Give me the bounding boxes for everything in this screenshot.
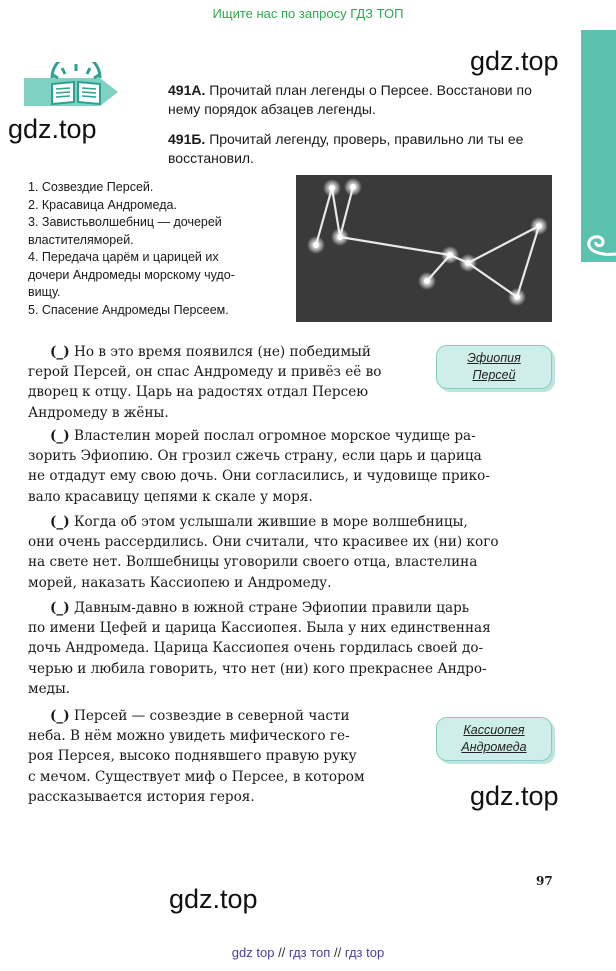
watermark-top-right: gdz.top <box>470 46 559 76</box>
plan-item: 5. Спасение Андромеды Персеем. <box>28 302 229 317</box>
blank-marker[interactable]: (_) <box>50 600 70 616</box>
note-ethiopia-perseus <box>436 345 552 389</box>
task-text: Прочитай легенду, проверь, правильно ли ты ее восстановил. <box>168 131 524 166</box>
top-banner[interactable]: Ищите нас по запросу ГДЗ ТОП <box>212 6 404 21</box>
legend-plan <box>28 179 290 319</box>
spiral-icon <box>581 226 616 266</box>
footer-link[interactable]: гдз top <box>344 945 385 960</box>
task-491a <box>168 81 554 119</box>
watermark-bottom: gdz.top <box>169 884 258 914</box>
note-line: Кассиопея <box>463 723 525 737</box>
note-cassiopeia-andromeda <box>436 717 552 761</box>
task-number: 491А. <box>168 82 206 98</box>
note-line: Персей <box>472 368 516 382</box>
task-text: Прочитай план легенды о Персее. Восстанови по нему порядок абзацев легенды. <box>168 82 532 117</box>
page-number: 97 <box>536 874 553 888</box>
plan-item: 1. Созвездие Персей. <box>28 180 154 194</box>
paragraph-2: (_) Властелин морей послал огромное морское чудище ра- зорить Эфиопию. Он грозил сжечь страну, если царь и царица не отдадут ему свою дочь. Они согласились, и чудовище прико- вало красавицу цепями к скале у моря. <box>28 428 490 505</box>
plan-item: 3. Завистьволшебниц — дочерей <box>28 215 222 229</box>
plan-item: властителяморей. <box>28 232 134 247</box>
blank-marker[interactable]: (_) <box>50 344 70 360</box>
blank-marker[interactable]: (_) <box>50 428 70 444</box>
note-line: Эфиопия <box>467 351 521 365</box>
blank-marker[interactable]: (_) <box>50 708 70 724</box>
watermark-mid-right: gdz.top <box>470 781 559 811</box>
book-icon <box>22 62 120 110</box>
plan-item: 4. Передача царём и царицей их <box>28 250 219 264</box>
paragraph-1: (_) Но в это время появился (не) победимый герой Персей, он спас Андромеду и привёз её во дворец к отцу. Царь на радостях отдал Персею Андромеду в жёны. <box>28 344 382 421</box>
footer-link[interactable]: gdz top <box>231 945 275 960</box>
watermark-left: gdz.top <box>8 114 97 144</box>
footer-separator: // <box>278 945 286 960</box>
plan-item: 2. Красавица Андромеда. <box>28 197 177 212</box>
blank-marker[interactable]: (_) <box>50 514 70 530</box>
footer-separator: // <box>333 945 342 960</box>
plan-item: дочери Андромеды морскому чудо- <box>28 267 235 282</box>
task-491b <box>168 130 554 168</box>
paragraph-5: (_) Персей — созвездие в северной части неба. В нём можно увидеть мифического ге- роя Персея, высоко поднявшего правую руку с мечом. Существует миф о Персее, в котором рассказывается история героя. <box>28 708 365 805</box>
side-tab <box>581 30 616 262</box>
note-line: Андромеда <box>461 740 527 754</box>
paragraph-4: (_) Давным-давно в южной стране Эфиопии правили царь по имени Цефей и царица Кассиопея. Была у них единственная дочь Андромеда. Царица Кассиопея очень гордилась своей до- черью и любила говорить, что нет (ни) кого прекраснее Андро- меды. <box>28 600 491 697</box>
paragraph-3: (_) Когда об этом услышали жившие в море волшебницы, они очень рассердились. Они считали, что красивее их (ни) кого на свете нет. Волшебницы уговорили своего отца, властелина морей, наказать Кассиопею и Андромеду. <box>28 514 499 591</box>
constellation-image <box>296 175 552 322</box>
footer-link[interactable]: гдз топ <box>288 945 331 960</box>
footer-links <box>0 945 616 960</box>
plan-item: вищу. <box>28 285 61 299</box>
task-number: 491Б. <box>168 131 206 147</box>
